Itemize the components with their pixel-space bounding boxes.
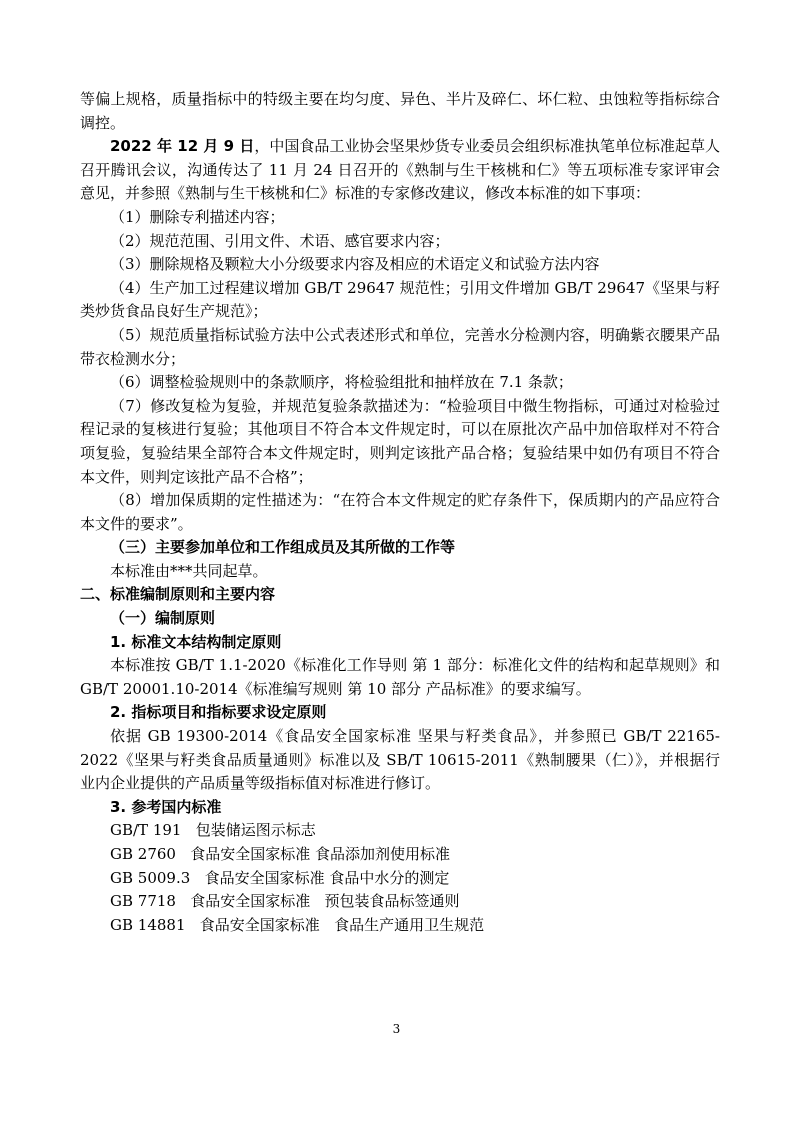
reference-item: GB 2760 食品安全国家标准 食品添加剂使用标准	[110, 845, 451, 863]
clause-heading-3: 3. 参考国内标准	[110, 797, 222, 816]
clause-heading-1: 1. 标准文本结构制定原则	[110, 632, 282, 651]
page-number: 3	[392, 1022, 401, 1036]
paragraph-meeting	[80, 135, 720, 206]
paragraph-structure: 本标准按 GB/T 1.1-2020《标准化工作导则 第 1 部分：标准化文件的结构和起草规则》和 GB/T 20001.10-2014《标准编写规则 第 10 部分 产品标准》的要求编写。	[80, 656, 720, 698]
section-heading-3: （三）主要参加单位和工作组成员及其所做的工作等	[110, 538, 456, 557]
reference-item: GB/T 191 包装储运图示标志	[110, 821, 316, 840]
paragraph-drafters: 本标准由***共同起草。	[110, 561, 268, 580]
list-item: （6）调整检验规则中的条款顺序，将检验组批和抽样放在 7.1 条款；	[110, 373, 573, 392]
reference-item: GB 5009.3 食品安全国家标准 食品中水分的测定	[110, 868, 450, 887]
list-item: （2）规范范围、引用文件、术语、感官要求内容；	[110, 231, 450, 250]
meeting-text: ，中国食品工业协会坚果炒货专业委员会组织标准执笔单位标准起草人召开腾讯会议，沟通传达了 11 月 24 日召开的《熟制与生干核桃和仁》等五项标准专家评审会意见，并参照《熟制与生干核桃和仁》标准的专家修改建议，修改本标准的如下事项：	[80, 137, 720, 203]
paragraph-continued: 等偏上规格，质量指标中的特级主要在均匀度、异色、半片及碎仁、坏仁粒、虫蚀粒等指标综合调控。	[80, 90, 720, 132]
chapter-heading-2: 二、标准编制原则和主要内容	[80, 585, 276, 604]
reference-item: GB 14881 食品安全国家标准 食品生产通用卫生规范	[110, 915, 485, 934]
subsection-heading-1: （一）编制原则	[110, 609, 216, 628]
meeting-date: 2022 年 12 月 9 日	[110, 137, 255, 156]
list-item: （1）删除专利描述内容；	[110, 207, 285, 226]
reference-item: GB 7718 食品安全国家标准 预包装食品标签通则	[110, 892, 460, 911]
list-item: （4）生产加工过程建议增加 GB/T 29647 规范性；引用文件增加 GB/T 29647《坚果与籽类炒货食品良好生产规范》；	[80, 278, 720, 321]
list-item: （3）删除规格及颗粒大小分级要求内容及相应的术语定义和试验方法内容	[110, 255, 600, 274]
body-text	[80, 88, 720, 937]
list-item: （5）规范质量指标试验方法中公式表述形式和单位，完善水分检测内容，明确紫衣腰果产品带衣检测水分；	[80, 325, 720, 368]
list-item: （8）增加保质期的定性描述为：“在符合本文件规定的贮存条件下，保质期内的产品应符合本文件的要求”。	[80, 491, 720, 533]
list-item: （7）修改复检为复验，并规范复验条款描述为：“检验项目中微生物指标，可通过对检验过程记录的复核进行复验；其他项目不符合本文件规定时，可以在原批次产品中加倍取样对不符合项复验，复验结果全部符合本文件规定时，则判定该批产品合格；复验结果中如仍有项目不符合本文件，则判定该批产品不合格”；	[80, 396, 720, 486]
paragraph-basis: 依据 GB 19300-2014《食品安全国家标准 坚果与籽类食品》，并参照已 GB/T 22165-2022《坚果与籽类食品质量通则》标准以及 SB/T 10615-2011《熟制腰果（仁）》，并根据行业内企业提供的产品质量等级指标值对标准进行修订。	[80, 727, 720, 793]
clause-heading-2: 2. 指标项目和指标要求设定原则	[110, 703, 327, 722]
